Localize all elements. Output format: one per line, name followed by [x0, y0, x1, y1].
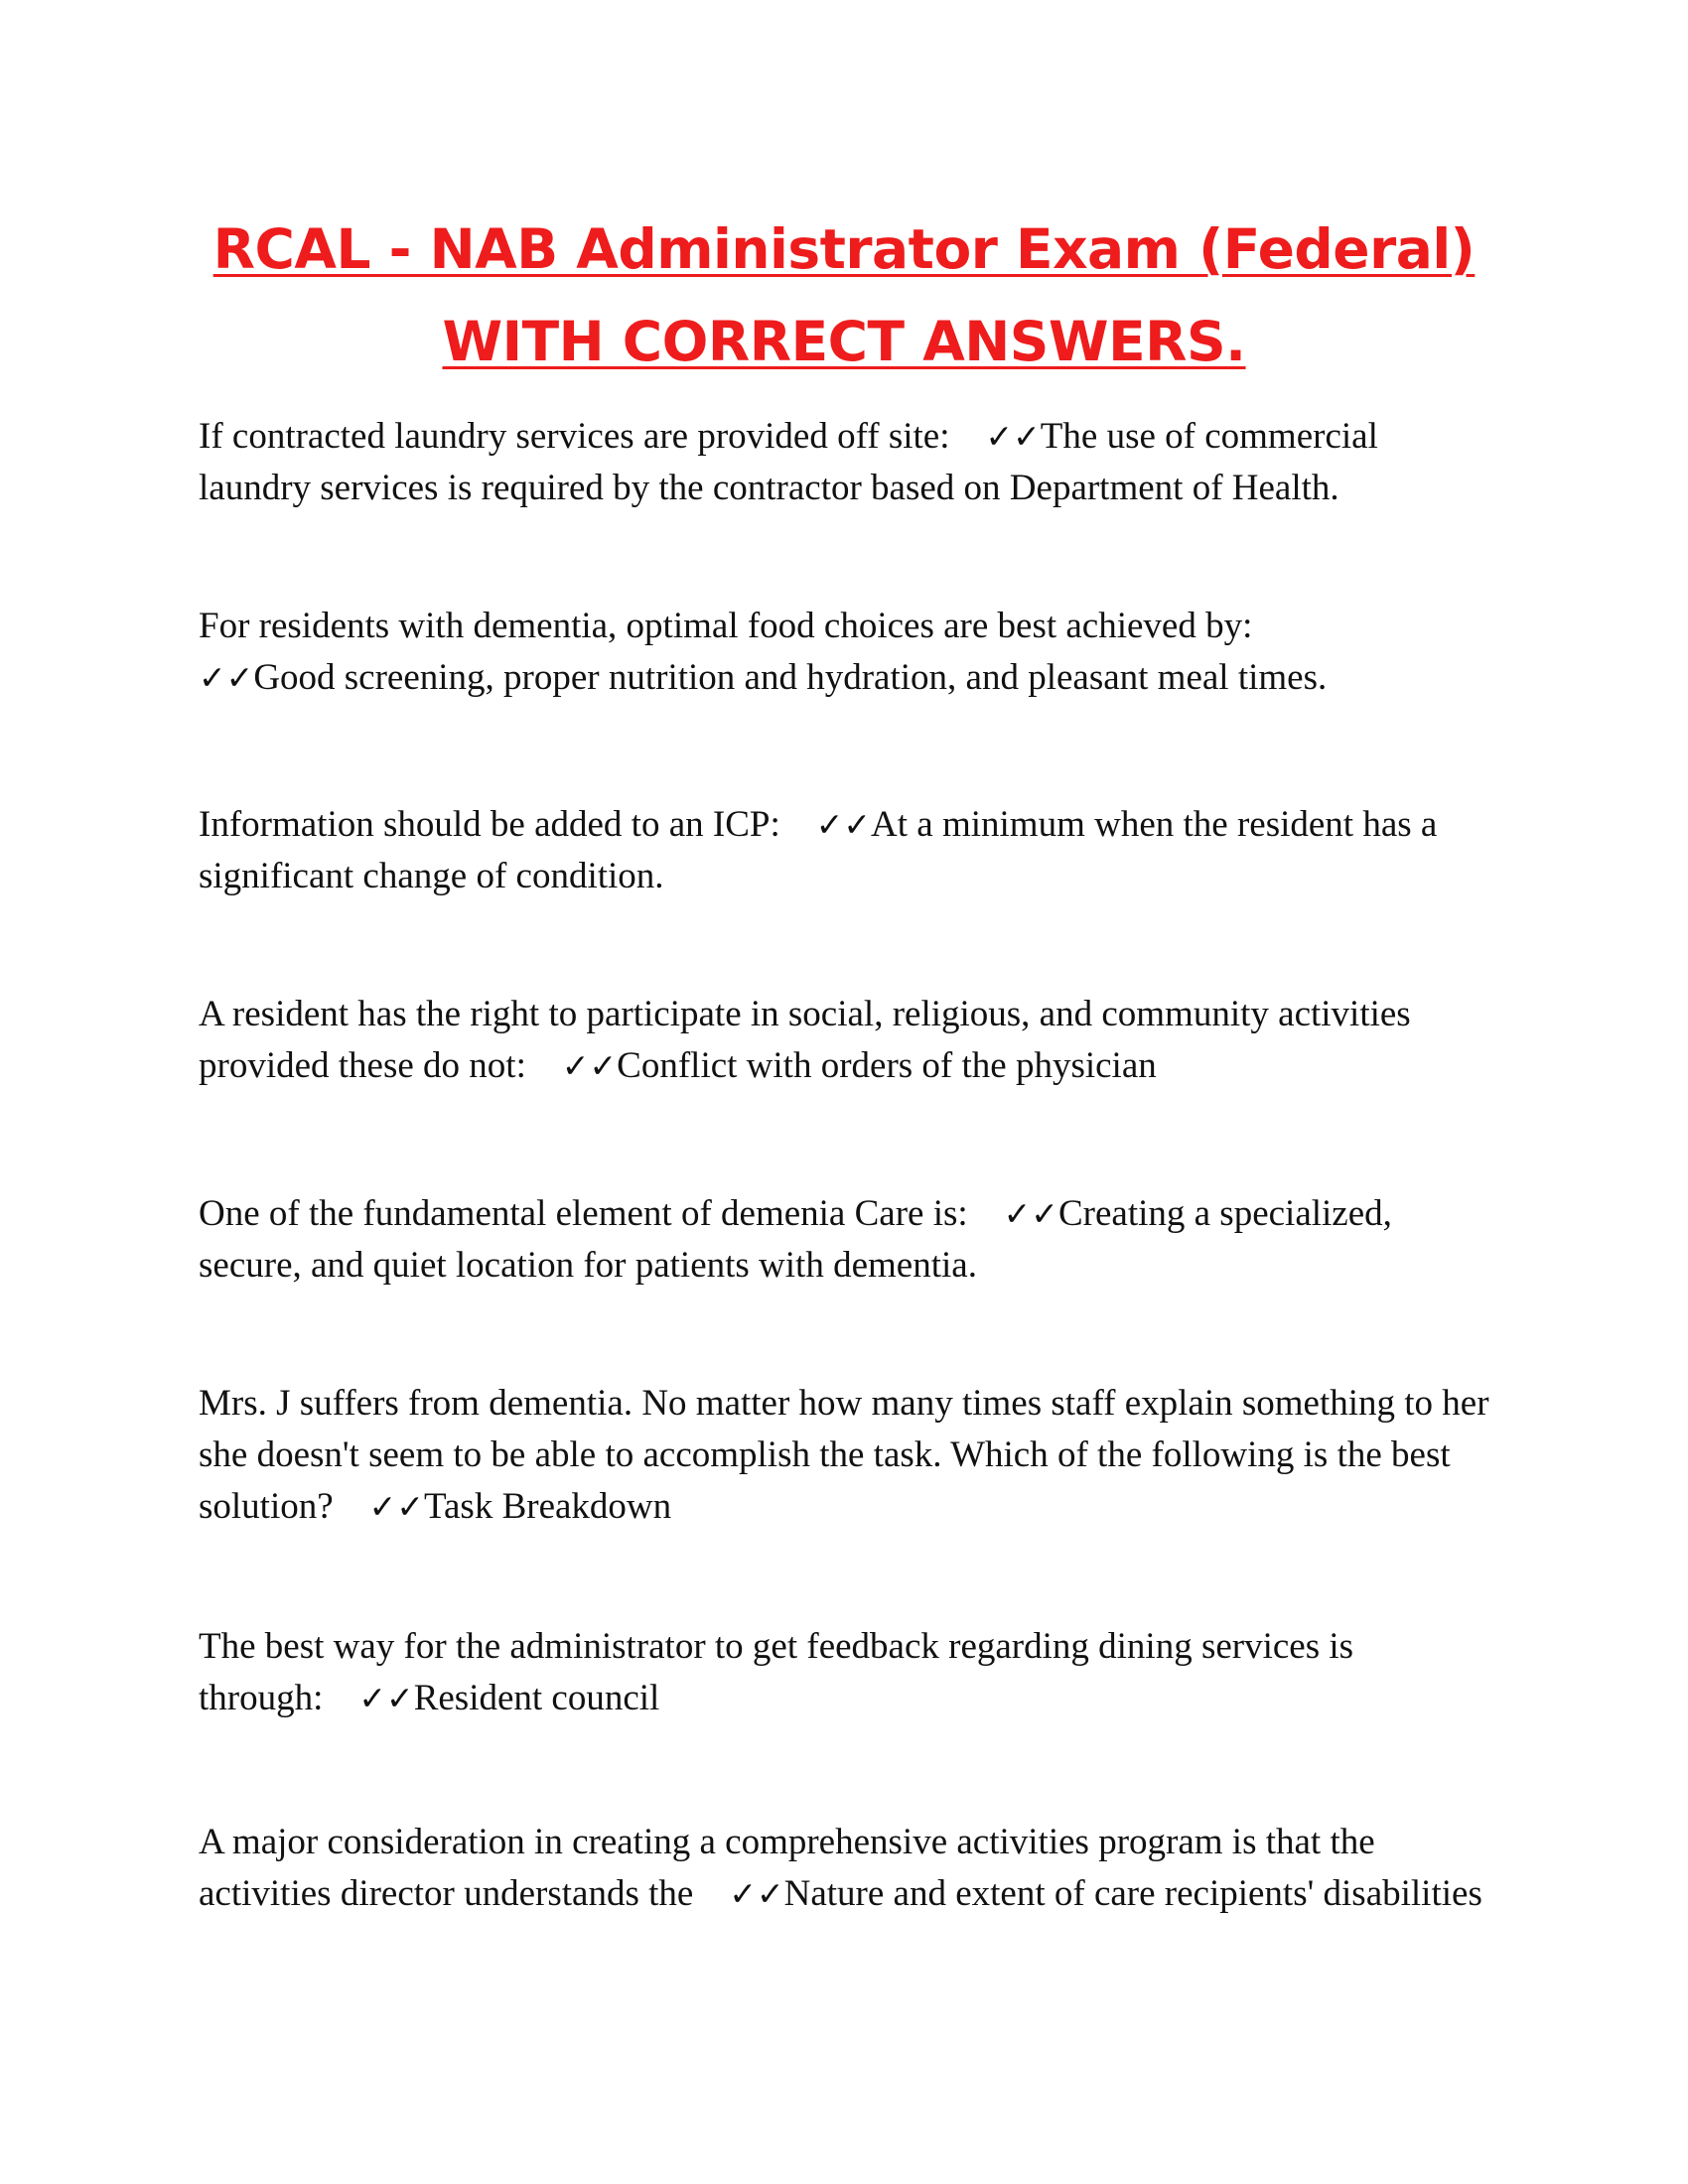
- title-line-2: WITH CORRECT ANSWERS.: [442, 310, 1246, 373]
- check-mark-icon: ✓✓: [985, 417, 1041, 456]
- title-line-1: RCAL - NAB Administrator Exam (Federal): [212, 217, 1476, 281]
- answer: [323, 1678, 659, 1718]
- qa-item: [199, 601, 1499, 704]
- check-mark-icon: ✓✓: [729, 1874, 784, 1913]
- question-text: A major consideration in creating a comprehensive activities program is that the activities director understands the: [199, 1822, 1375, 1914]
- question-text: If contracted laundry services are provided off site:: [199, 416, 950, 457]
- check-mark-icon: ✓✓: [1003, 1194, 1058, 1233]
- answer-text: Creating a specialized, secure, and quiet location for patients with dementia.: [199, 1193, 1392, 1286]
- answer-text: At a minimum when the resident has a significant change of condition.: [199, 804, 1438, 896]
- answer: [334, 1486, 671, 1527]
- answer-text: The use of commercial laundry services is required by the contractor based on Department of Health.: [199, 416, 1378, 508]
- qa-item: [199, 1188, 1499, 1292]
- qa-item: [199, 1817, 1499, 1920]
- check-mark-icon: ✓✓: [199, 658, 254, 697]
- qa-item: [199, 799, 1499, 902]
- answer-text: Nature and extent of care recipients' disabilities: [783, 1873, 1482, 1914]
- document-title: [149, 204, 1539, 388]
- check-mark-icon: ✓✓: [561, 1046, 618, 1085]
- qa-item: [199, 1378, 1499, 1533]
- answer-text: Conflict with orders of the physician: [617, 1045, 1157, 1086]
- question-text: A resident has the right to participate in social, religious, and community activities provided these do not:: [199, 994, 1411, 1086]
- question-text: One of the fundamental element of demenia Care is:: [199, 1193, 968, 1234]
- answer-text: Task Breakdown: [423, 1486, 672, 1527]
- check-mark-icon: ✓✓: [358, 1679, 414, 1717]
- answer-text: Good screening, proper nutrition and hydration, and pleasant meal times.: [253, 657, 1328, 698]
- question-text: Information should be added to an ICP:: [199, 804, 780, 845]
- qa-item: [199, 989, 1499, 1092]
- question-text: Mrs. J suffers from dementia. No matter how many times staff explain something to her she doesn't seem to be able to accomplish the task. Which of the following is the best solution?: [199, 1383, 1489, 1527]
- qa-item: [199, 411, 1499, 514]
- answer: [526, 1045, 1157, 1086]
- answer-text: Resident council: [413, 1678, 660, 1718]
- check-mark-icon: ✓✓: [368, 1487, 424, 1526]
- question-text: The best way for the administrator to get feedback regarding dining services is through:: [199, 1626, 1354, 1718]
- answer: [693, 1873, 1482, 1914]
- check-mark-icon: ✓✓: [815, 805, 872, 844]
- answer: [199, 657, 1327, 698]
- qa-item: [199, 1621, 1499, 1724]
- question-text: For residents with dementia, optimal food choices are best achieved by:: [199, 606, 1253, 646]
